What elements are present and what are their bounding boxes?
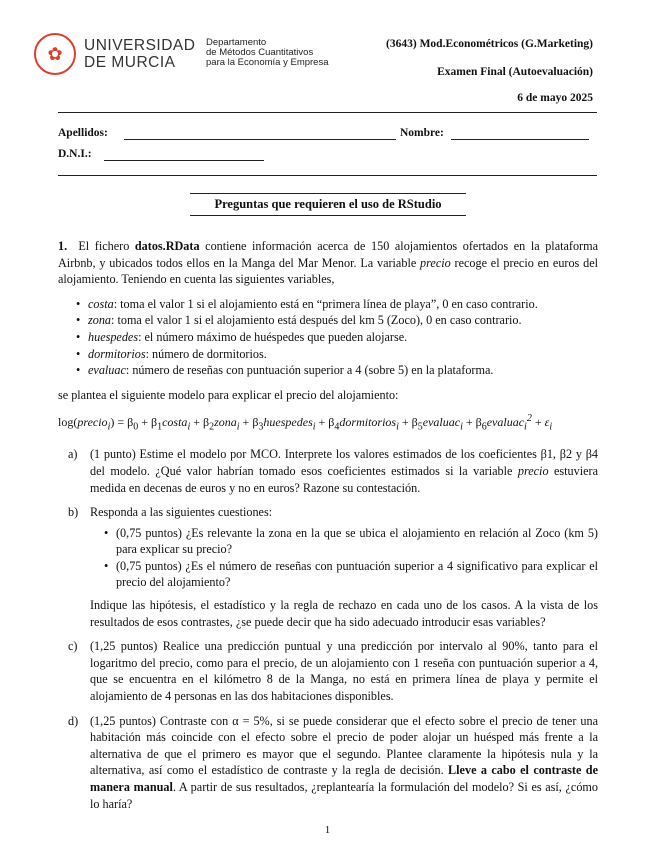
question-c — [58, 638, 598, 704]
apellidos-field[interactable] — [124, 139, 396, 140]
var-name: precio — [517, 463, 549, 478]
question-1 — [58, 238, 598, 820]
exam-title: Examen Final (Autoevaluación) — [437, 66, 593, 78]
text: . A partir de sus resultados, ¿replantearía la formulación del modelo? Si es así, ¿cómo lo haría? — [90, 780, 598, 811]
dni-field[interactable] — [104, 160, 264, 161]
q-label: c) — [68, 639, 78, 654]
section-title: Preguntas que requieren el uso de RStudio — [190, 193, 466, 216]
model-intro: se plantea el siguiente modelo para explicar el precio del alojamiento: — [58, 387, 399, 402]
text: (1,25 puntos) Contraste con α = 5%, si se puede considerar que el efecto sobre el precio de tener una habitación más coincide con el efecto sobre el precio de poder alojar un huésped más frente a la alternativa de que el primero es mayor que el segundo. Plantee claramente la hipótesis nula y la alternativa, así como el estadístico de contraste y la regla de decisión. — [90, 713, 598, 778]
var-name: huespedes — [88, 329, 139, 344]
sub-question: • (0,75 puntos) ¿Es relevante la zona en la que se ubica el alojamiento en relación al Zoco (km 5) para explicar su precio? — [116, 525, 598, 558]
q-label: b) — [68, 505, 79, 520]
q-label: a) — [68, 447, 78, 462]
dni-label: D.N.I.: — [58, 148, 92, 160]
var-name: costa — [88, 296, 114, 311]
text: El fichero — [78, 239, 135, 253]
dept-line-3: para la Economía y Empresa — [206, 57, 329, 68]
text: contiene información acerca de 150 alojamientos ofertados en la plataforma Airbnb, y ubicados todos ellos en la Manga del Mar Menor. La variable — [58, 239, 598, 270]
divider — [58, 175, 597, 176]
var-desc: : toma el valor 1 si el alojamiento está en “primera línea de playa”, 0 en caso contrario. — [113, 296, 538, 311]
var-name: evaluac — [88, 363, 126, 378]
university-seal-icon: ✿ — [34, 33, 76, 75]
q-label: d) — [68, 713, 79, 728]
variable-item — [88, 362, 598, 379]
logo-line-2: DE MURCIA — [84, 54, 176, 71]
text: (1,25 puntos) Realice una predicción puntual y una predicción por intervalo al 90%, tanto para el logaritmo del precio, como para el precio, de un alojamiento con 1 reseña con puntuación superior a 4, que se encuentra en el kilómetro 8 de la Manga, no está en primera línea de playa y permite el alojamiento de 4 personas en las dos habitaciones disponibles. — [90, 639, 598, 704]
variable-list — [58, 296, 598, 379]
var-name: zona — [88, 313, 112, 328]
var-desc: : número de reseñas con puntuación superior a 4 (sobre 5) en la plataforma. — [125, 363, 494, 378]
variable-item — [88, 346, 598, 363]
variable-item — [88, 312, 598, 329]
variable-item — [88, 329, 598, 346]
dept-line-1: Departamento — [206, 37, 267, 48]
var-desc: : toma el valor 1 si el alojamiento está después del km 5 (Zoco), 0 en caso contrario. — [111, 313, 522, 328]
var-name: dormitorios — [88, 346, 146, 361]
variable-item — [88, 296, 598, 313]
var-desc: : número de dormitorios. — [145, 346, 267, 361]
text: (1 punto) Estime el modelo por MCO. Interprete los valores estimados de los coeficientes β1, β2 y β4 del modelo. ¿Qué valor habrían tomado esos coeficientes estimados si la variable — [90, 447, 598, 478]
university-logo — [34, 33, 195, 75]
department-name — [206, 38, 329, 68]
q1-number: 1. — [58, 239, 68, 253]
nombre-label: Nombre: — [400, 127, 444, 139]
question-d — [58, 713, 598, 813]
dept-line-2: de Métodos Cuantitativos — [206, 47, 314, 58]
logo-line-1: UNIVERSIDAD — [84, 37, 196, 54]
model-equation: log(precio$_i$) = $\beta_0$ + $\beta_1costa_i$ + $\beta_2zona_i$ + $\beta_3huespedes_i$ + $\beta_4dormitorios_i$ + $\beta_5evaluac_i$ + $\beta_6evaluac_i^2 + \varepsilon_i$ — [58, 413, 553, 433]
page-number: 1 — [324, 824, 331, 836]
text: recoge el precio en euros del alojamiento. Teniendo en cuenta las siguientes variables, — [58, 255, 598, 287]
nombre-field[interactable] — [451, 139, 589, 140]
var-desc: : el número máximo de huéspedes que pueden alojarse. — [138, 329, 408, 344]
exam-date: 6 de mayo 2025 — [517, 92, 593, 104]
var-name: precio — [420, 255, 451, 270]
file-name: datos.RData — [134, 239, 200, 253]
sub-questions — [90, 525, 598, 591]
text: estuviera medida en decenas de euros y no en euros? Razone su contestación. — [90, 463, 598, 495]
apellidos-label: Apellidos: — [58, 127, 108, 139]
bold-text: Lleve a cabo el contraste de manera manual — [90, 763, 598, 795]
question-a — [58, 446, 598, 496]
question-b — [58, 504, 598, 630]
divider — [58, 112, 597, 113]
text: Responda a las siguientes cuestiones: — [90, 505, 273, 520]
text: Indique las hipótesis, el estadístico y la regla de rechazo en cada uno de los casos. A la vista de los resultados de esos contrastes, ¿se puede decir que ha sido adecuado introducir esas variables? — [90, 598, 598, 629]
course-title: (3643) Mod.Econométricos (G.Marketing) — [386, 38, 593, 50]
sub-question: • (0,75 puntos) ¿Es el número de reseñas con puntuación superior a 4 significativo para explicar el precio del alojamiento? — [116, 558, 598, 591]
q1-intro — [58, 238, 598, 288]
